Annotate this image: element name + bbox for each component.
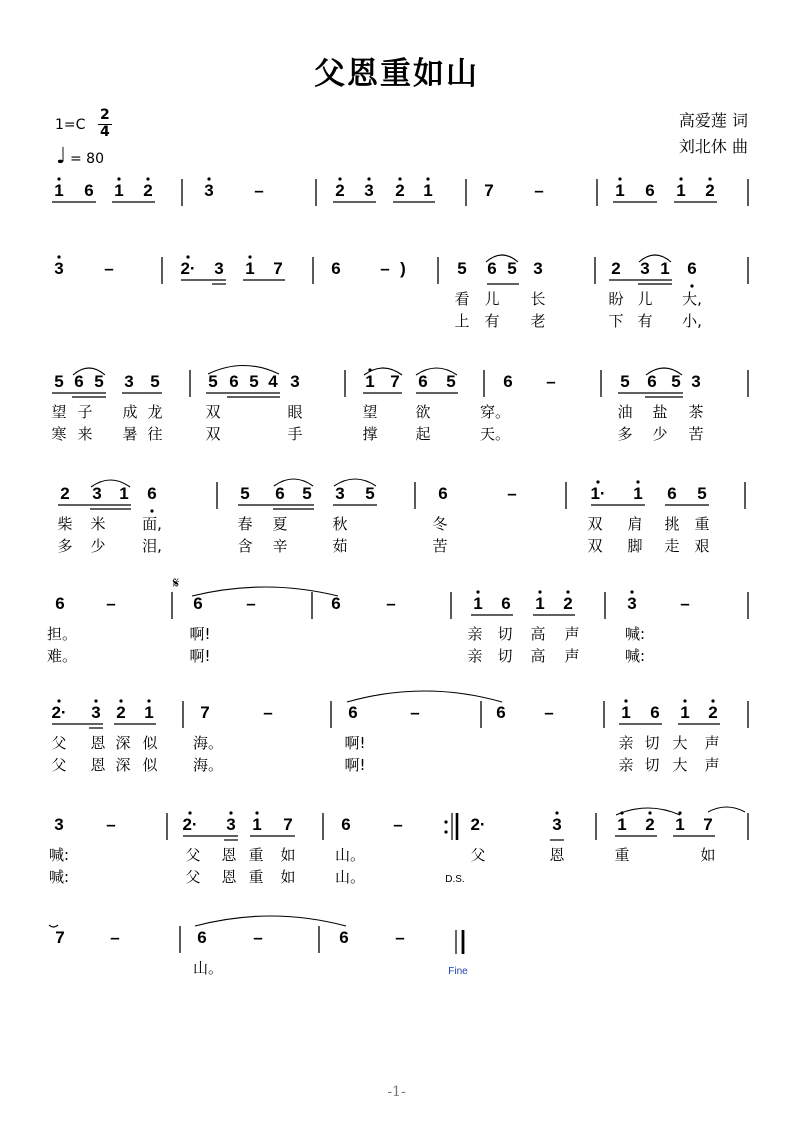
lyric-verse-1: 大, [682, 290, 702, 308]
note: 5 [94, 372, 104, 391]
octave-dot-high [255, 811, 258, 814]
note: 1 [633, 484, 643, 503]
lyric-verse-2: 似 [142, 756, 158, 774]
lyric-verse-2: 天。 [479, 425, 511, 443]
segno-mark: 𝄋 [172, 574, 180, 592]
lyric-verse-1: 长 [530, 290, 546, 308]
note: 3 [91, 703, 101, 722]
lyric-verse-1: 穿。 [479, 403, 511, 421]
lyric-verse-1: 望 [51, 403, 67, 421]
ds-mark: D.S. [445, 874, 465, 885]
lyric-verse-1: 高 [530, 625, 546, 643]
note: 2· [182, 815, 198, 834]
lyric-verse-1: 父 [185, 846, 201, 864]
lyric-verse-1: 切 [497, 625, 513, 643]
lyric-verse-1: 似 [142, 734, 158, 752]
octave-dot-high [338, 177, 341, 180]
octave-dot-high [119, 699, 122, 702]
lyric-verse-1: 看 [454, 290, 470, 308]
lyric-verse-2: 切 [497, 647, 513, 665]
lyric-verse-1: 儿 [484, 290, 500, 308]
lyric-verse-1: 担。 [46, 625, 78, 643]
lyric-verse-1: 父 [470, 846, 486, 864]
lyric-verse-2: 少 [652, 425, 668, 443]
note: 6 [331, 594, 341, 613]
note: 6 [84, 181, 94, 200]
lyric-verse-2: 啊! [344, 756, 366, 774]
octave-dot-high [426, 177, 429, 180]
lyric-verse-1: 喊: [624, 625, 646, 643]
repeat-dot [444, 830, 447, 833]
note: 6 [501, 594, 511, 613]
composer-credit: 刘北休 曲 [678, 137, 748, 156]
note: 2 [645, 815, 655, 834]
octave-dot-high [57, 255, 60, 258]
note: 6 [438, 484, 448, 503]
note: 1 [119, 484, 129, 503]
octave-dot-low [690, 284, 693, 287]
slur [192, 587, 338, 596]
lyric-verse-1: 油 [617, 403, 633, 421]
lyric-verse-2: 老 [530, 312, 546, 330]
note: 3 [214, 259, 224, 278]
lyric-verse-1: 山。 [192, 959, 224, 977]
note: 6 [229, 372, 239, 391]
lyric-verse-1: 大 [672, 734, 688, 752]
lyric-verse-2: 来 [77, 425, 93, 443]
lyric-verse-1: 柴 [57, 515, 73, 533]
note: 6 [645, 181, 655, 200]
note: 1· [590, 484, 606, 503]
note: 6 [348, 703, 358, 722]
slur [195, 916, 346, 926]
lyric-verse-1: 声 [564, 625, 580, 643]
note: – [110, 928, 120, 947]
note: 3 [124, 372, 134, 391]
slur [616, 808, 680, 815]
octave-dot-high [708, 177, 711, 180]
note: 4 [268, 372, 278, 391]
lyric-verse-2: 泪, [142, 537, 162, 555]
note: – [253, 928, 263, 947]
lyric-verse-2: 脚 [627, 537, 643, 555]
note: 5 [208, 372, 218, 391]
note: 1 [54, 181, 64, 200]
lyric-verse-2: 撑 [362, 425, 378, 443]
lyric-verse-2: 暑 [122, 425, 138, 443]
octave-dot-low [150, 509, 153, 512]
note: – [680, 594, 690, 613]
note: – [507, 484, 517, 503]
lyric-verse-2: 苦 [432, 537, 448, 555]
note: 5 [365, 484, 375, 503]
lyric-verse-1: 深 [115, 734, 131, 752]
note: 2· [51, 703, 67, 722]
note: 1 [676, 181, 686, 200]
lyric-verse-2: 多 [617, 425, 633, 443]
lyric-verse-2: 下 [608, 312, 624, 330]
lyric-verse-2: 上 [454, 312, 470, 330]
lyric-verse-1: 啊! [344, 734, 366, 752]
octave-dot-high [57, 699, 60, 702]
lyric-verse-1: 儿 [637, 290, 653, 308]
note: 1 [423, 181, 433, 200]
note: 5 [671, 372, 681, 391]
note: 7 [484, 181, 494, 200]
note: – [104, 259, 114, 278]
note: 1 [245, 259, 255, 278]
lyric-verse-2: 往 [147, 425, 163, 443]
note: 1 [114, 181, 124, 200]
lyric-verse-2: 有 [484, 312, 500, 330]
lyric-verse-2: 苦 [688, 425, 704, 443]
note: 1 [615, 181, 625, 200]
note: 2 [705, 181, 715, 200]
note: 7 [283, 815, 293, 834]
note: – [386, 594, 396, 613]
octave-dot-high [147, 699, 150, 702]
slur [708, 807, 745, 812]
note: – [410, 703, 420, 722]
lyric-verse-1: 亲 [467, 625, 483, 643]
note: 3 [691, 372, 701, 391]
page-number: -1- [387, 1084, 406, 1100]
lyric-verse-2: 父 [51, 756, 67, 774]
note: 3 [92, 484, 102, 503]
lyric-verse-1: 父 [51, 734, 67, 752]
lyric-verse-2: 恩 [90, 756, 106, 774]
octave-dot-high [618, 177, 621, 180]
note: 2· [470, 815, 486, 834]
lyric-verse-1: 成 [122, 403, 138, 421]
octave-dot-high [229, 811, 232, 814]
lyric-verse-1: 双 [205, 403, 221, 421]
lyric-verse-1: 秋 [332, 515, 348, 533]
lyric-verse-2: 多 [57, 537, 73, 555]
lyric-verse-1: 如 [700, 846, 716, 864]
lyric-verse-1: 茶 [688, 403, 704, 421]
lyric-verse-1: 重 [248, 846, 264, 864]
note: – [106, 815, 116, 834]
lyric-verse-1: 子 [77, 403, 93, 421]
note: 6 [418, 372, 428, 391]
note: 2 [116, 703, 126, 722]
note: 6 [193, 594, 203, 613]
octave-dot-high [566, 590, 569, 593]
lyric-verse-2: 恩 [221, 868, 237, 886]
lyric-verse-2: 走 [664, 537, 680, 555]
note: 6 [197, 928, 207, 947]
note: 5 [507, 259, 517, 278]
note: – [393, 815, 403, 834]
lyric-verse-1: 恩 [549, 846, 565, 864]
lyric-verse-1: 欲 [415, 403, 431, 421]
note: 5 [240, 484, 250, 503]
lyric-verse-1: 夏 [272, 515, 288, 533]
lyric-verse-2: 重 [248, 868, 264, 886]
lyric-verse-1: 龙 [147, 403, 163, 421]
note: – [263, 703, 273, 722]
note: ) [400, 259, 406, 278]
lyric-verse-2: 亲 [618, 756, 634, 774]
note: 6 [74, 372, 84, 391]
note: 6 [667, 484, 677, 503]
note: 6 [487, 259, 497, 278]
note: – [544, 703, 554, 722]
octave-dot-high [711, 699, 714, 702]
lyric-verse-2: 艰 [694, 537, 710, 555]
note: 1 [660, 259, 670, 278]
note: 6 [647, 372, 657, 391]
note: 5 [446, 372, 456, 391]
lyric-verse-2: 喊: [48, 868, 70, 886]
note: 3 [640, 259, 650, 278]
lyric-verse-2: 难。 [46, 647, 78, 665]
lyric-verse-1: 重 [614, 846, 630, 864]
note: 6 [331, 259, 341, 278]
time-signature-bottom: 4 [100, 124, 110, 140]
lyric-verse-2: 海。 [192, 756, 224, 774]
repeat-dot [444, 820, 447, 823]
note: 2 [395, 181, 405, 200]
lyric-verse-2: 寒 [51, 425, 67, 443]
note: 7 [200, 703, 210, 722]
lyric-verse-2: 如 [280, 868, 296, 886]
lyric-verse-2: 声 [564, 647, 580, 665]
lyric-verse-1: 米 [90, 515, 106, 533]
lyric-verse-2: 亲 [467, 647, 483, 665]
note: 3 [364, 181, 374, 200]
quarter-note-icon: ♩ [56, 144, 67, 169]
note: 2· [180, 259, 196, 278]
note: – [246, 594, 256, 613]
note: 5 [54, 372, 64, 391]
note: 5 [697, 484, 707, 503]
octave-dot-high [186, 255, 189, 258]
note: 3 [54, 259, 64, 278]
octave-dot-high [630, 590, 633, 593]
note: 1 [621, 703, 631, 722]
note: 6 [496, 703, 506, 722]
octave-dot-high [207, 177, 210, 180]
octave-dot-high [538, 590, 541, 593]
lyric-verse-2: 含 [237, 537, 253, 555]
lyric-verse-2: 啊! [189, 647, 211, 665]
note: 3 [54, 815, 64, 834]
lyric-verse-1: 切 [644, 734, 660, 752]
octave-dot-high [555, 811, 558, 814]
lyric-verse-1: 肩 [627, 515, 643, 533]
note: 3 [533, 259, 543, 278]
note: 2 [143, 181, 153, 200]
lyric-verse-2: 山。 [334, 868, 366, 886]
octave-dot-high [683, 699, 686, 702]
octave-dot-high [117, 177, 120, 180]
lyric-verse-1: 恩 [221, 846, 237, 864]
song-title: 父恩重如山 [314, 56, 479, 92]
note: – [106, 594, 116, 613]
note: 2 [708, 703, 718, 722]
note: 2 [563, 594, 573, 613]
note: 5 [150, 372, 160, 391]
octave-dot-high [94, 699, 97, 702]
note: 6 [339, 928, 349, 947]
octave-dot-high [367, 177, 370, 180]
octave-dot-high [648, 811, 651, 814]
lyric-verse-1: 望 [362, 403, 378, 421]
note: 7 [703, 815, 713, 834]
octave-dot-high [57, 177, 60, 180]
lyric-verse-1: 啊! [189, 625, 211, 643]
lyric-verse-1: 冬 [432, 515, 448, 533]
lyric-verse-2: 父 [185, 868, 201, 886]
lyric-verse-1: 亲 [618, 734, 634, 752]
lyric-verse-1: 如 [280, 846, 296, 864]
note: 6 [687, 259, 697, 278]
octave-dot-high [146, 177, 149, 180]
note: 5 [249, 372, 259, 391]
note: 6 [55, 594, 65, 613]
note: 3 [627, 594, 637, 613]
lyric-verse-1: 春 [237, 515, 253, 533]
note: 2 [335, 181, 345, 200]
octave-dot-high [636, 480, 639, 483]
lyric-verse-2: 辛 [272, 537, 288, 555]
lyric-verse-1: 盼 [608, 290, 624, 308]
slur [347, 691, 502, 702]
note: – [395, 928, 405, 947]
note: – [534, 181, 544, 200]
lyric-verse-1: 盐 [652, 403, 668, 421]
note: 1 [144, 703, 154, 722]
lyric-verse-1: 喊: [48, 846, 70, 864]
octave-dot-high [248, 255, 251, 258]
lyric-verse-1: 恩 [90, 734, 106, 752]
octave-dot-high [188, 811, 191, 814]
note: 1 [252, 815, 262, 834]
lyric-verse-2: 喊: [624, 647, 646, 665]
lyric-verse-1: 山。 [334, 846, 366, 864]
note: 1 [617, 815, 627, 834]
note: 3 [290, 372, 300, 391]
note: 5 [620, 372, 630, 391]
lyric-verse-2: 茹 [332, 537, 348, 555]
note: 6 [503, 372, 513, 391]
note: 1 [675, 815, 685, 834]
note: 5 [457, 259, 467, 278]
note: 6 [147, 484, 157, 503]
slur [49, 925, 58, 927]
note: 2 [611, 259, 621, 278]
note: 2 [60, 484, 70, 503]
note: 7 [390, 372, 400, 391]
lyric-verse-2: 声 [704, 756, 720, 774]
lyric-verse-2: 深 [115, 756, 131, 774]
time-signature-top: 2 [100, 107, 110, 123]
note: 5 [302, 484, 312, 503]
lyric-verse-2: 双 [587, 537, 603, 555]
note: 6 [650, 703, 660, 722]
tempo-marking: = 80 [70, 151, 104, 167]
lyric-verse-1: 重 [694, 515, 710, 533]
lyric-verse-2: 起 [415, 425, 431, 443]
note: 3 [552, 815, 562, 834]
lyric-verse-2: 切 [644, 756, 660, 774]
note: 1 [473, 594, 483, 613]
note: 1 [535, 594, 545, 613]
lyric-verse-1: 眼 [287, 403, 303, 421]
fine-mark: Fine [448, 966, 468, 977]
lyric-verse-2: 有 [637, 312, 653, 330]
lyric-verse-2: 高 [530, 647, 546, 665]
note: 3 [335, 484, 345, 503]
lyric-verse-2: 大 [672, 756, 688, 774]
note: 1 [365, 372, 375, 391]
octave-dot-high [596, 480, 599, 483]
lyric-verse-1: 声 [704, 734, 720, 752]
lyric-verse-1: 海。 [192, 734, 224, 752]
lyricist-credit: 高爱莲 词 [678, 111, 748, 130]
note: – [380, 259, 390, 278]
note: 6 [275, 484, 285, 503]
note: – [254, 181, 264, 200]
octave-dot-high [624, 699, 627, 702]
octave-dot-high [398, 177, 401, 180]
lyric-verse-2: 少 [90, 537, 106, 555]
note: 7 [55, 928, 65, 947]
octave-dot-high [679, 177, 682, 180]
note: 3 [226, 815, 236, 834]
note: 7 [273, 259, 283, 278]
note: 3 [204, 181, 214, 200]
key-signature: 1=C [55, 117, 86, 133]
octave-dot-high [476, 590, 479, 593]
lyric-verse-2: 双 [205, 425, 221, 443]
lyric-verse-2: 小, [682, 312, 702, 330]
lyric-verse-1: 面, [142, 515, 162, 533]
lyric-verse-1: 挑 [664, 515, 680, 533]
note: 6 [341, 815, 351, 834]
lyric-verse-2: 手 [287, 425, 303, 443]
note: 1 [680, 703, 690, 722]
lyric-verse-1: 双 [587, 515, 603, 533]
note: – [546, 372, 556, 391]
